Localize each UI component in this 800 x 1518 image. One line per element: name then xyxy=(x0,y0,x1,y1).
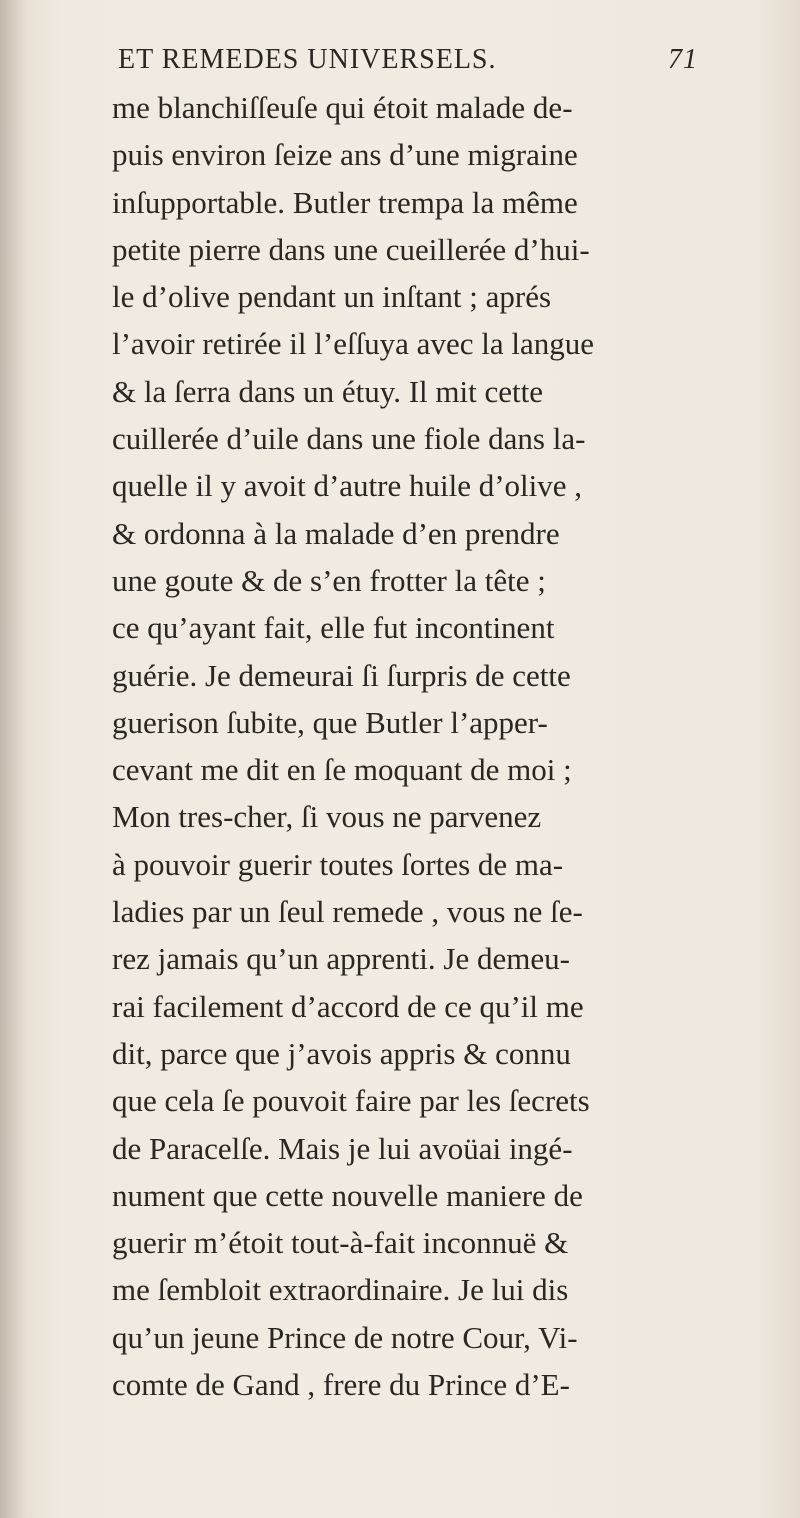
text-line: & la ſerra dans un étuy. Il mit cette xyxy=(112,373,543,409)
text-line: une goute & de s’en frotter la tête ; xyxy=(112,562,546,598)
text-line: inſupportable. Butler trempa la même xyxy=(112,184,578,220)
text-line: ce qu’ayant fait, elle fut incontinent xyxy=(112,610,555,646)
text-line: rai facilement d’accord de ce qu’il me xyxy=(112,988,584,1024)
text-line: le d’olive pendant un inſtant ; aprés xyxy=(112,279,552,315)
text-line: quelle il y avoit d’autre huile d’olive , xyxy=(112,468,583,504)
text-line: à pouvoir guerir toutes ſortes de ma- xyxy=(112,846,564,882)
text-line: guérie. Je demeurai ſi ſurpris de cette xyxy=(112,657,571,693)
text-line: ladies par un ſeul remede , vous ne ſe- xyxy=(112,894,583,930)
text-line: nument que cette nouvelle maniere de xyxy=(112,1177,583,1213)
text-line: dit, parce que j’avois appris & connu xyxy=(112,1035,571,1071)
text-line: me blanchiſſeuſe qui étoit malade de- xyxy=(112,90,573,125)
text-line: rez jamais qu’un apprenti. Je demeu- xyxy=(112,941,570,977)
text-line: Mon tres-cher, ſi vous ne parvenez xyxy=(112,799,542,835)
text-line: & ordonna à la malade d’en prendre xyxy=(112,515,560,551)
text-line: de Paracelſe. Mais je lui avoüai ingé- xyxy=(112,1130,573,1166)
text-line: guerir m’étoit tout-à-fait inconnuë & xyxy=(112,1225,569,1261)
page-number: 71 xyxy=(668,44,698,75)
text-line: cevant me dit en ſe moquant de moi ; xyxy=(112,752,572,788)
text-line: guerison ſubite, que Butler l’apper- xyxy=(112,704,548,740)
text-line: comte de Gand , frere du Prince d’E- xyxy=(112,1367,570,1403)
text-line: cuillerée d’uile dans une fiole dans la- xyxy=(112,421,586,457)
running-head xyxy=(118,44,718,84)
binding-shadow xyxy=(0,0,28,1518)
text-line: que cela ſe pouvoit faire par les ſecrets xyxy=(112,1083,590,1119)
text-line: me ſembloit extraordinaire. Je lui dis xyxy=(112,1272,569,1308)
text-line: l’avoir retirée il l’eſſuya avec la langue xyxy=(112,326,594,362)
text-line: puis environ ſeize ans d’une migraine xyxy=(112,137,578,173)
running-title: ET REMEDES UNIVERSELS. xyxy=(118,44,497,75)
text-line: qu’un jeune Prince de notre Cour, Vi- xyxy=(112,1319,578,1355)
text-line: petite pierre dans une cueillerée d’hui- xyxy=(112,231,590,267)
body-text xyxy=(112,84,732,1408)
